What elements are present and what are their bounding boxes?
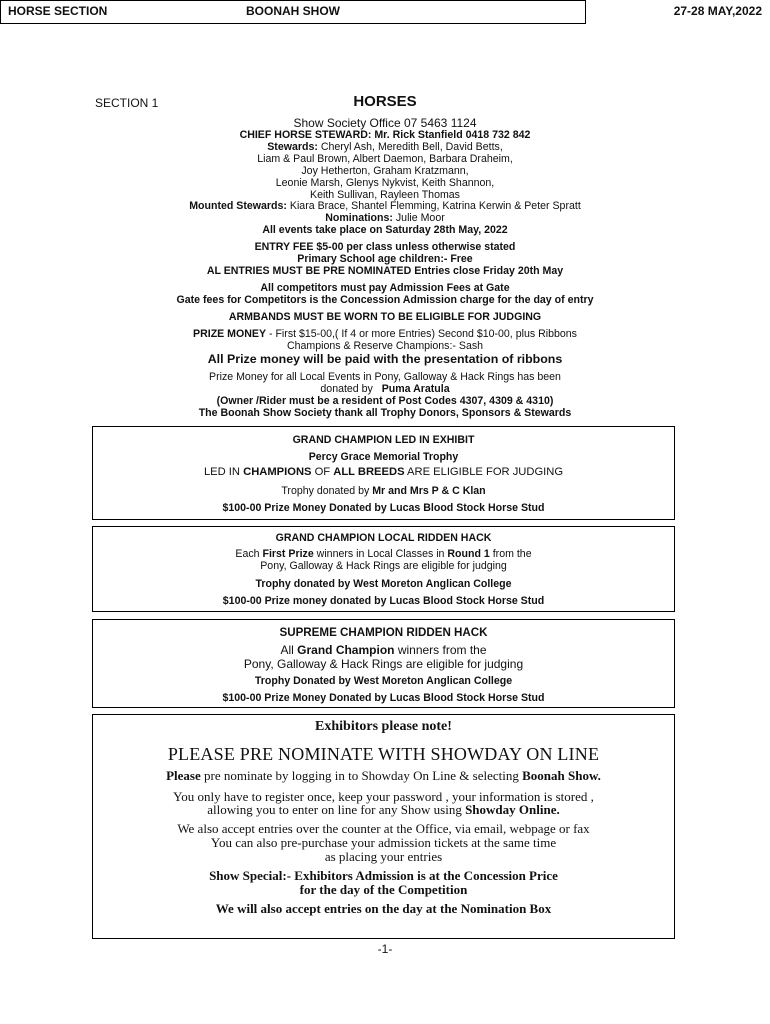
box4-p3 [93, 802, 674, 818]
nominations-name: Julie Moor [395, 212, 445, 224]
entry-fee: ENTRY FEE $5-00 per class unless otherwise stated [254, 241, 516, 253]
box4-p3a: allowing you to enter on line for any Show using [207, 802, 466, 817]
header-section: HORSE SECTION [8, 4, 108, 18]
box1-trophy: Percy Grace Memorial Trophy [308, 451, 459, 463]
box2-money: $100-00 Prize money donated by Lucas Blood Stock Horse Stud [222, 595, 545, 607]
box4-p4: We also accept entries over the counter at the Office, via email, webpage or fax [177, 821, 590, 836]
mounted-stewards-label: Mounted Stewards: [189, 200, 287, 212]
box4-note: Exhibitors please note! [315, 719, 452, 734]
gate-fees-line-2: Gate fees for Competitors is the Concession Admission charge for the day of entry [176, 294, 594, 306]
box3-trophy: Trophy Donated by West Moreton Anglican College [254, 675, 513, 687]
box3-money: $100-00 Prize Money Donated by Lucas Blood Stock Horse Stud [222, 692, 545, 704]
primary-school-fee: Primary School age children:- Free [297, 253, 473, 265]
box4-special-2: for the day of the Competition [299, 882, 468, 897]
prize-money-line-1 [0, 328, 770, 340]
box4-p6: as placing your entries [324, 849, 443, 864]
box2-l1b: First Prize [262, 548, 314, 560]
header-show-name: BOONAH SHOW [246, 4, 340, 18]
office-phone: Show Society Office 07 5463 1124 [293, 116, 477, 130]
prize-paid-notice: All Prize money will be paid with the presentation of ribbons [207, 352, 563, 366]
box3-line-1 [93, 643, 674, 657]
stewards-label: Stewards: [267, 141, 318, 153]
box2-trophy: Trophy donated by West Moreton Anglican College [255, 578, 512, 590]
donated-by: donated by [320, 383, 373, 395]
stewards-names-1: Cheryl Ash, Meredith Bell, David Betts, [320, 141, 503, 153]
box1-donor [93, 485, 674, 497]
section-label: SECTION 1 [95, 96, 159, 110]
box1-eligibility [93, 466, 674, 479]
box1-money: $100-00 Prize Money Donated by Lucas Blood Stock Horse Stud [222, 502, 545, 514]
events-date: All events take place on Saturday 28th May, 2022 [262, 224, 508, 236]
box3-l1b: Grand Champion [297, 643, 395, 657]
box3-l1a: All [280, 643, 298, 657]
nominations [0, 212, 770, 224]
prize-money-line-2: Champions & Reserve Champions:- Sash [286, 340, 484, 352]
box2-line-2: Pony, Galloway & Hack Rings are eligible for judging [260, 560, 507, 572]
donated-line-1: Prize Money for all Local Events in Pony, Galloway & Hack Rings has been [209, 371, 561, 383]
pre-nominated-notice: AL ENTRIES MUST BE PRE NOMINATED Entries close Friday 20th May [206, 265, 564, 277]
mounted-stewards-names: Kiara Brace, Shantel Flemming, Katrina Kerwin & Peter Spratt [289, 200, 581, 212]
box1-title: GRAND CHAMPION LED IN EXHIBIT [292, 434, 475, 446]
chief-steward-value: Mr. Rick Stanfield 0418 732 842 [374, 129, 531, 141]
supreme-champion-box [92, 619, 675, 708]
header-dates: 27-28 MAY,2022 [673, 4, 762, 18]
box3-title: SUPREME CHAMPION RIDDEN HACK [279, 626, 488, 639]
box4-special-1: Show Special:- Exhibitors Admission is at the Concession Price [209, 868, 558, 883]
exhibitors-note-box [92, 714, 675, 939]
box4-special-3: We will also accept entries on the day at the Nomination Box [215, 901, 552, 916]
box1-elig-d: ALL BREEDS [333, 466, 405, 478]
donor-name: Puma Aratula [381, 383, 450, 395]
owner-rider-notice: (Owner /Rider must be a resident of Post Codes 4307, 4309 & 4310) [216, 395, 554, 407]
mounted-stewards [0, 200, 770, 212]
thanks-notice: The Boonah Show Society thank all Trophy Donors, Sponsors & Stewards [198, 407, 572, 419]
box1-donor-pre: Trophy donated by [281, 485, 373, 497]
box4-p1b: pre nominate by logging in to Showday On Line & selecting [200, 768, 523, 783]
box4-p5: You can also pre-purchase your admission tickets at the same time [210, 835, 557, 850]
box1-elig-c: OF [311, 466, 334, 478]
stewards-line-1 [0, 141, 770, 153]
box1-elig-a: LED IN [203, 466, 244, 478]
header-bar [0, 0, 762, 24]
box3-line-2: Pony, Galloway & Hack Rings are eligible for judging [243, 657, 524, 671]
box2-line-1 [93, 548, 674, 560]
box1-donor-name: Mr and Mrs P & C Klan [372, 485, 486, 497]
stewards-line-2: Liam & Paul Brown, Albert Daemon, Barbara Draheim, [257, 153, 513, 165]
box4-headline: PLEASE PRE NOMINATE WITH SHOWDAY ON LINE [167, 744, 600, 764]
box4-p2: You only have to register once, keep your password , your information is stored , [173, 789, 594, 804]
prize-money-details: - First $15-00,( If 4 or more Entries) Second $10-00, plus Ribbons [266, 328, 577, 340]
box3-l1c: winners from the [394, 643, 487, 657]
stewards-line-5: Keith Sullivan, Rayleen Thomas [310, 189, 460, 201]
box1-elig-b: CHAMPIONS [243, 466, 312, 478]
box2-l1e: from the [489, 548, 532, 560]
stewards-line-4: Leonie Marsh, Glenys Nykvist, Keith Shannon, [275, 177, 495, 189]
box1-elig-e: ARE ELIGIBLE FOR JUDGING [404, 466, 564, 478]
armbands-notice: ARMBANDS MUST BE WORN TO BE ELIGIBLE FOR JUDGING [228, 311, 542, 323]
box4-p3b: Showday Online. [465, 802, 560, 817]
box2-l1c: winners in Local Classes in [313, 548, 448, 560]
box4-p1a: Please [166, 768, 201, 783]
grand-champion-led-box [92, 426, 675, 520]
chief-steward [0, 129, 770, 141]
box2-title: GRAND CHAMPION LOCAL RIDDEN HACK [275, 532, 492, 544]
nominations-label: Nominations: [325, 212, 393, 224]
box2-l1a: Each [235, 548, 263, 560]
page-title: HORSES [353, 93, 417, 110]
stewards-line-3: Joy Hetherton, Graham Kratzmann, [301, 165, 469, 177]
chief-steward-label: CHIEF HORSE STEWARD: [239, 129, 372, 141]
box4-p1c: Boonah Show. [522, 768, 601, 783]
prize-money-label: PRIZE MONEY [193, 328, 267, 340]
grand-champion-local-box [92, 526, 675, 612]
page-number: -1- [377, 942, 393, 956]
box4-p1 [93, 768, 674, 784]
gate-fees-line-1: All competitors must pay Admission Fees at Gate [260, 282, 510, 294]
box2-l1d: Round 1 [447, 548, 490, 560]
donated-line-2 [0, 383, 770, 395]
